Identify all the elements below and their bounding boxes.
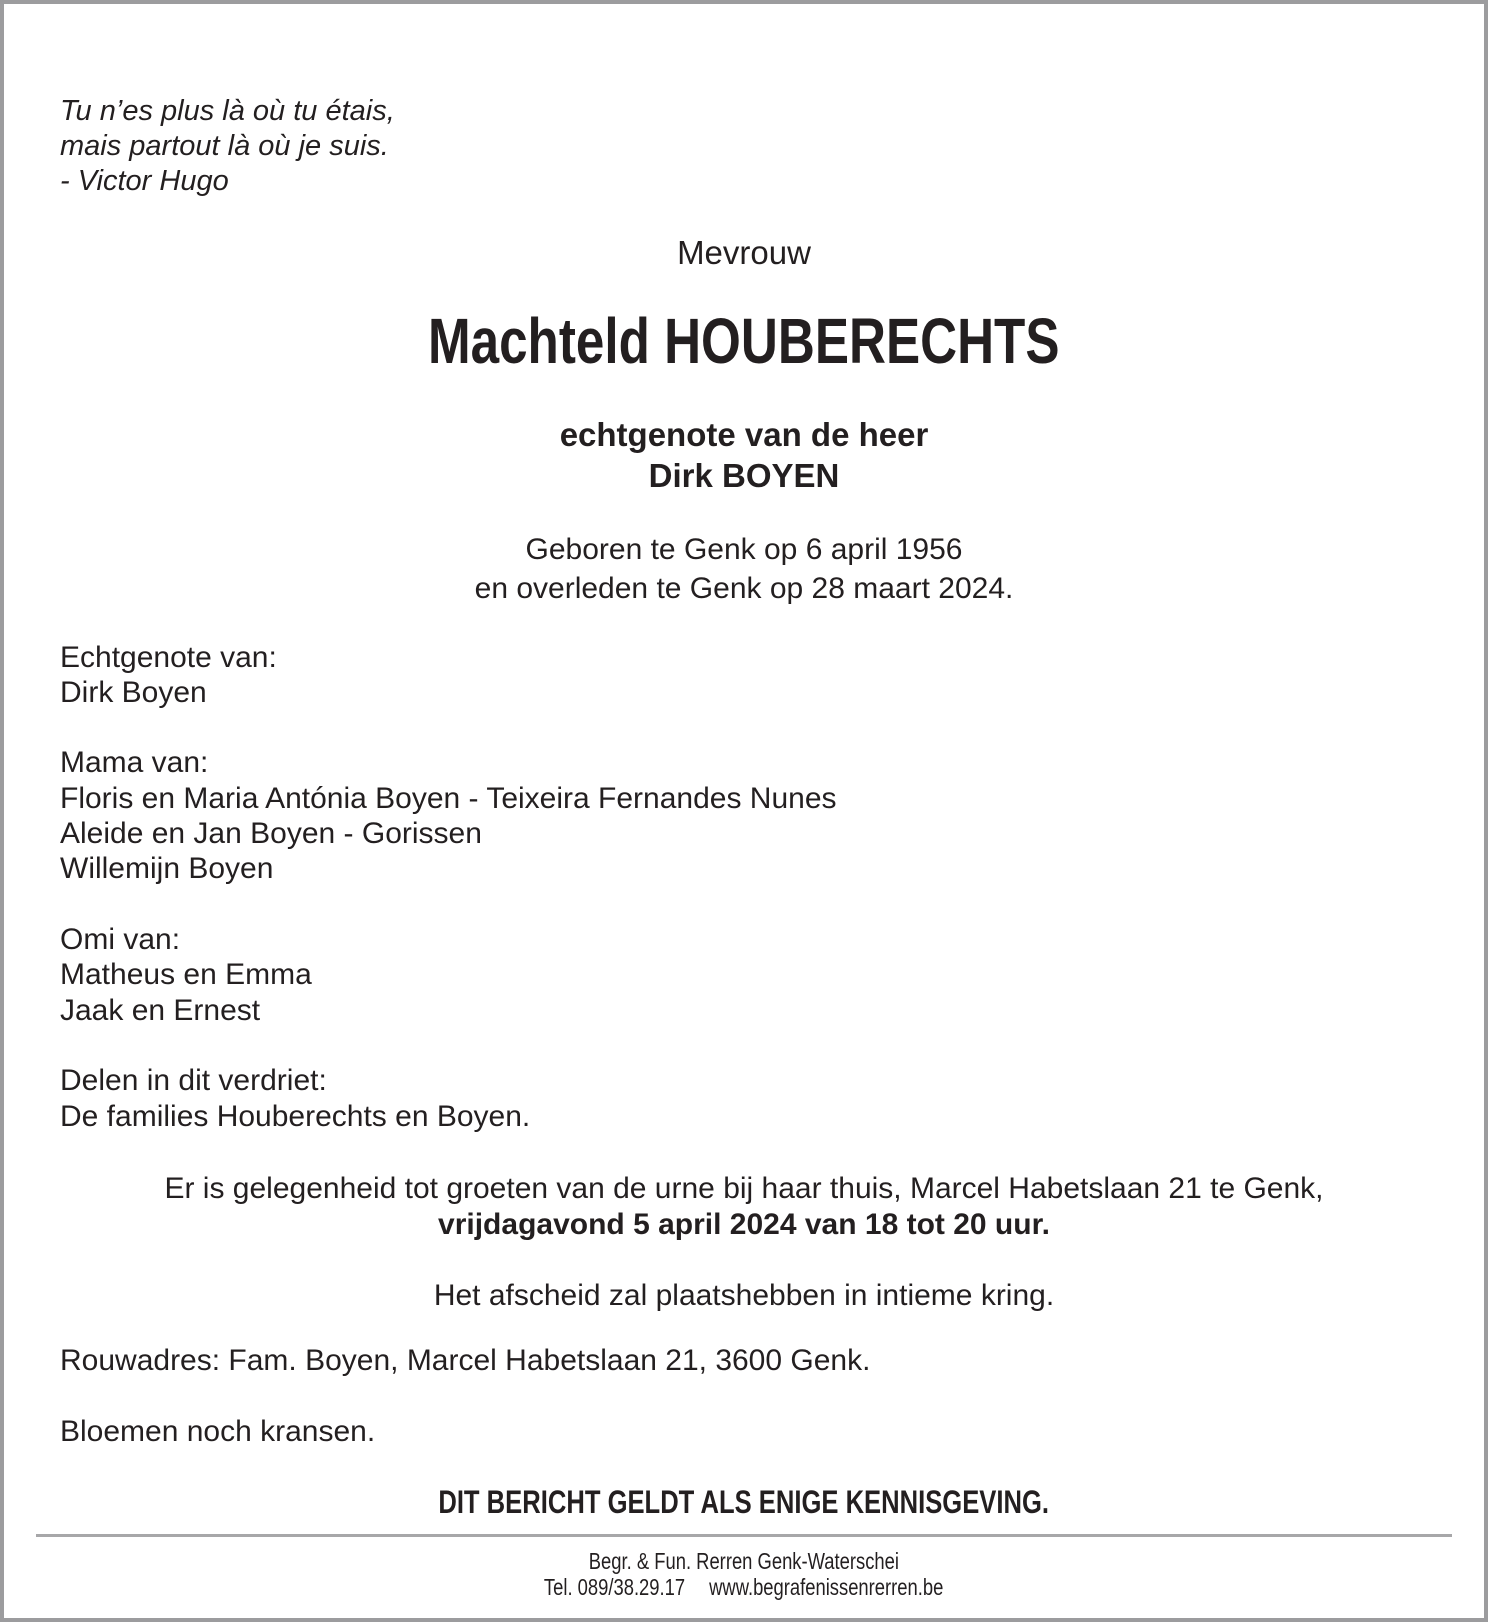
quote-line: mais partout là où je suis.: [60, 130, 389, 162]
quote-author: - Victor Hugo: [60, 165, 229, 197]
flowers-text: Bloemen noch kransen.: [60, 1415, 376, 1448]
deceased-name-text: Machteld HOUBERECHTS: [428, 305, 1060, 377]
footer-contact: [4, 1574, 1484, 1600]
spouse-name: Dirk Boyen: [60, 676, 207, 709]
spouse-label: Echtgenote van:: [60, 641, 277, 674]
grandchildren-label: Omi van:: [60, 923, 181, 956]
mourners-label: Delen in dit verdriet:: [60, 1064, 327, 1097]
child-item: Aleide en Jan Boyen - Gorissen: [60, 817, 482, 850]
notice-text: [4, 1482, 1484, 1522]
child-item: Floris en Maria Antónia Boyen - Teixeira Fernandes Nunes: [60, 782, 837, 815]
footer-website[interactable]: www.begrafenissenrerren.be: [709, 1574, 944, 1600]
address-text: Rouwadres: Fam. Boyen, Marcel Habetslaan 21, 3600 Genk.: [60, 1344, 871, 1377]
spouse-line-2: Dirk BOYEN: [648, 457, 840, 494]
notice-text-inner: DIT BERICHT GELDT ALS ENIGE KENNISGEVING.: [438, 1484, 1050, 1520]
visitation-line-1: Er is gelegenheid tot groeten van de urne bij haar thuis, Marcel Habetslaan 21 te Genk,: [164, 1172, 1324, 1205]
mourners-item: De families Houberechts en Boyen.: [60, 1100, 531, 1133]
grandchild-item: Jaak en Ernest: [60, 994, 261, 1027]
spouse-line-1: echtgenote van de heer: [559, 416, 929, 453]
divider: [36, 1534, 1452, 1537]
footer-company: [4, 1548, 1484, 1574]
quote-line: Tu n’es plus là où tu étais,: [60, 95, 395, 127]
footer-phone: Tel. 089/38.29.17: [544, 1574, 686, 1600]
footer-company-text: Begr. & Fun. Rerren Genk-Waterschei: [588, 1548, 900, 1574]
child-item: Willemijn Boyen: [60, 852, 274, 885]
deceased-name: [4, 304, 1484, 378]
visitation-line-2: vrijdagavond 5 april 2024 van 18 tot 20 uur.: [438, 1208, 1050, 1241]
death-date: en overleden te Genk op 28 maart 2024.: [474, 572, 1014, 605]
farewell-text: Het afscheid zal plaatshebben in intieme kring.: [433, 1279, 1055, 1312]
birth-date: Geboren te Genk op 6 april 1956: [525, 533, 963, 566]
grandchild-item: Matheus en Emma: [60, 958, 312, 991]
children-label: Mama van:: [60, 746, 209, 779]
title-prefix: Mevrouw: [677, 234, 811, 271]
